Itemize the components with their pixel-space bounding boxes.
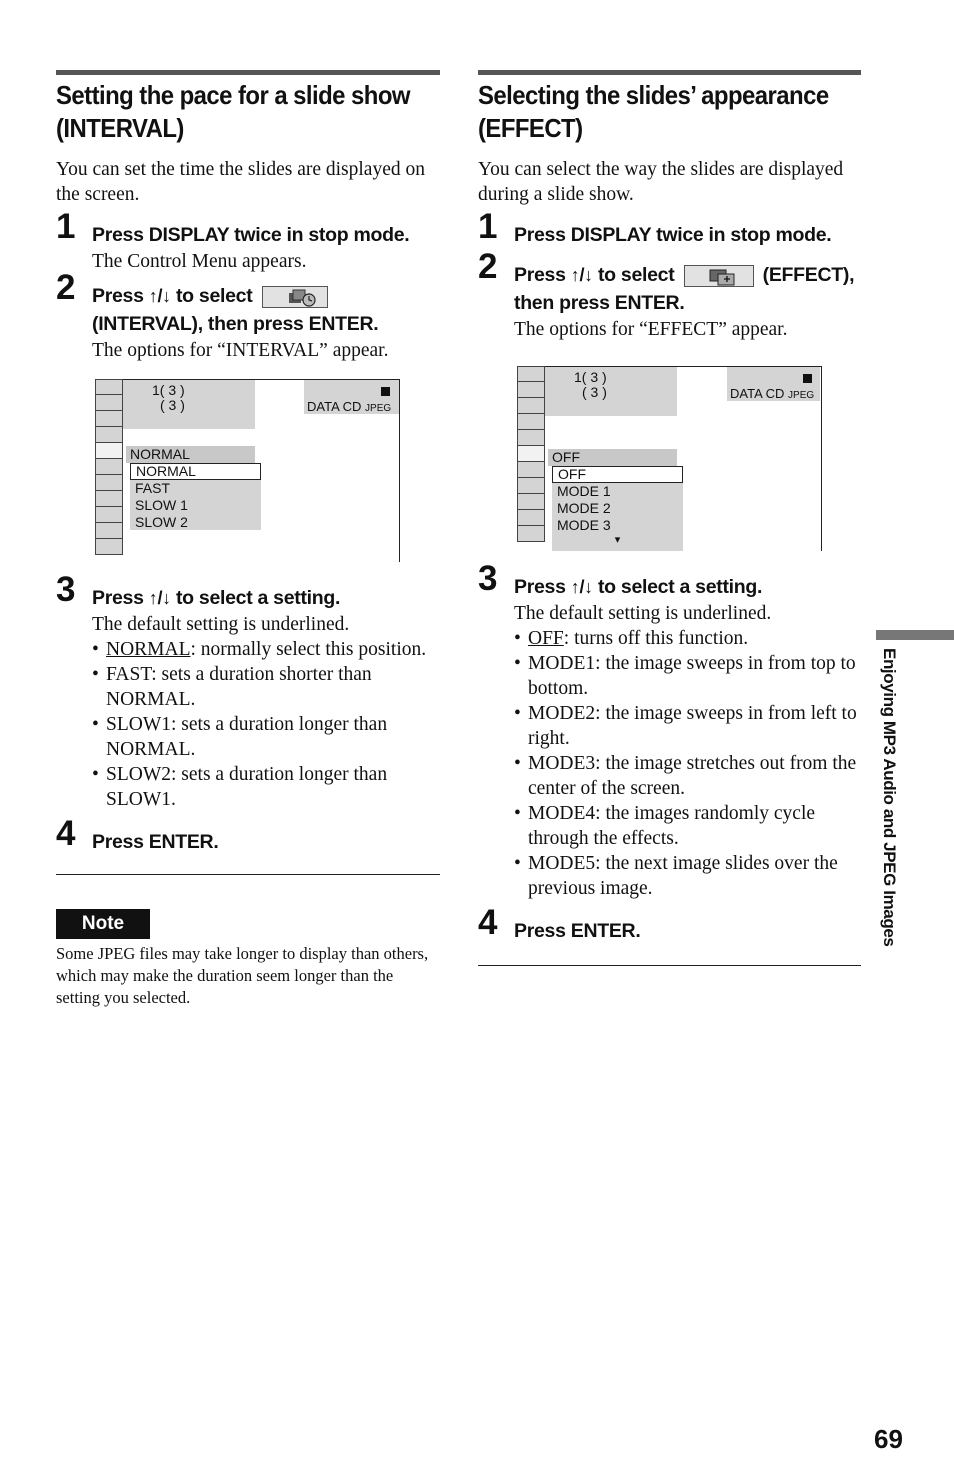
option-slow-1[interactable]: SLOW 1 <box>135 497 188 513</box>
option-desc: : the image stretches out from the center of the screen. <box>528 753 857 799</box>
step-number: 3 <box>478 559 498 598</box>
option-desc: : the image sweeps in from top to bottom. <box>528 653 856 699</box>
step-heading-part: to select <box>170 285 253 307</box>
step-heading-part: Press <box>514 576 571 598</box>
option-key: MODE4 <box>528 803 596 824</box>
option-desc: : sets a duration longer than SLOW1. <box>106 764 388 810</box>
step-2 <box>478 247 861 342</box>
option-key: SLOW1 <box>106 714 171 735</box>
step-number: 4 <box>478 903 498 942</box>
step-heading <box>514 261 861 317</box>
menu-icon-column <box>517 366 545 551</box>
option-off[interactable]: OFF <box>552 466 683 483</box>
step-4 <box>478 903 861 945</box>
step-heading <box>514 573 861 601</box>
step-number: 1 <box>478 207 498 246</box>
intro-text: You can set the time the slides are displayed on the screen. <box>56 159 425 205</box>
step-heading-part: (EFFECT), then press ENTER. <box>514 264 855 314</box>
step-heading: Press DISPLAY twice in stop mode. <box>514 224 832 246</box>
option-fast[interactable]: FAST <box>135 480 171 496</box>
total-tracks: ( 3 ) <box>582 384 607 400</box>
step-heading <box>92 282 440 338</box>
disc-format: JPEG <box>365 403 392 414</box>
option-key: FAST <box>106 664 152 685</box>
left-column <box>56 70 440 1009</box>
list-item <box>514 801 861 851</box>
list-item <box>92 712 440 762</box>
step-1 <box>478 207 861 249</box>
option-key: OFF <box>528 628 564 649</box>
option-key: MODE3 <box>528 753 596 774</box>
option-mode-2[interactable]: MODE 2 <box>557 500 611 516</box>
total-tracks: ( 3 ) <box>160 397 185 413</box>
step-body: The Control Menu appears. <box>92 251 307 272</box>
step-body: The default setting is underlined. <box>92 614 350 635</box>
track-number: 1( 3 ) <box>152 382 185 398</box>
option-desc: : the image sweeps in from left to right. <box>528 703 857 749</box>
step-heading-part: (INTERVAL), then press ENTER. <box>92 313 379 335</box>
scroll-down-icon[interactable]: ▾ <box>614 534 621 546</box>
up-down-arrow-icon: ↑/↓ <box>148 588 171 608</box>
step-body: The default setting is underlined. <box>514 603 772 624</box>
option-key: MODE2 <box>528 703 596 724</box>
osd-panel-interval <box>95 379 400 562</box>
step-heading-part: to select <box>592 264 675 286</box>
list-item <box>514 751 861 801</box>
step-number: 2 <box>56 268 76 307</box>
stop-icon <box>381 387 390 396</box>
option-slow-2[interactable]: SLOW 2 <box>135 514 188 530</box>
section-heading-effect <box>478 79 830 145</box>
intro-text: You can select the way the slides are displayed during a slide show. <box>478 159 844 205</box>
up-down-arrow-icon: ↑/↓ <box>148 286 171 306</box>
up-down-arrow-icon: ↑/↓ <box>570 265 593 285</box>
option-desc: : turns off this function. <box>563 628 749 649</box>
disc-label: DATA CD <box>730 386 785 401</box>
option-key: SLOW2 <box>106 764 171 785</box>
disc-type <box>727 367 820 401</box>
disc-format: JPEG <box>788 390 815 401</box>
option-descriptions <box>514 626 861 901</box>
option-desc: : sets a duration shorter than NORMAL. <box>106 664 372 710</box>
step-4 <box>56 814 440 856</box>
step-1 <box>56 207 440 274</box>
option-key: NORMAL <box>106 639 191 660</box>
section-heading-interval <box>56 79 409 145</box>
heading-text: Selecting the slides’ appearance (EFFECT) <box>478 80 829 143</box>
section-end-rule <box>478 965 861 966</box>
section-rule <box>478 70 861 75</box>
effect-icon <box>684 265 754 287</box>
right-column <box>478 70 861 966</box>
stop-icon <box>803 374 812 383</box>
menu-icon-column <box>95 379 123 562</box>
option-desc: : the images randomly cycle through the effects. <box>528 803 816 849</box>
option-list <box>552 466 683 551</box>
step-heading <box>92 584 440 612</box>
option-desc: : the next image slides over the previous image. <box>528 853 838 899</box>
chapter-tab-bar <box>876 630 954 640</box>
step-number: 2 <box>478 247 498 286</box>
chapter-side-label <box>877 648 899 960</box>
step-heading: Press DISPLAY twice in stop mode. <box>92 224 410 246</box>
step-heading: Press ENTER. <box>514 920 641 942</box>
heading-text: Setting the pace for a slide show (INTERVAL) <box>56 80 410 143</box>
option-descriptions <box>92 637 440 812</box>
step-heading-part: Press <box>514 264 571 286</box>
disc-type <box>304 380 399 414</box>
option-mode-3[interactable]: MODE 3 <box>557 517 611 533</box>
page-number: 69 <box>874 1424 903 1454</box>
chapter-title: Enjoying MP3 Audio and JPEG Images <box>880 648 899 947</box>
track-info <box>545 367 677 416</box>
step-2 <box>56 268 440 363</box>
current-setting-bar: OFF <box>548 449 677 466</box>
disc-label: DATA CD <box>307 399 362 414</box>
step-body: The options for “INTERVAL” appear. <box>92 340 389 361</box>
step-number: 4 <box>56 814 76 853</box>
option-key: MODE5 <box>528 853 596 874</box>
track-number: 1( 3 ) <box>574 369 607 385</box>
step-number: 1 <box>56 207 76 246</box>
list-item <box>514 701 861 751</box>
step-heading-part: to select a setting. <box>170 587 341 609</box>
interval-icon <box>262 286 328 308</box>
option-desc: : normally select this position. <box>190 639 427 660</box>
list-item <box>92 637 440 662</box>
up-down-arrow-icon: ↑/↓ <box>570 577 593 597</box>
list-item <box>514 851 861 901</box>
note-block <box>56 909 440 1009</box>
step-heading-part: Press <box>92 285 149 307</box>
list-item <box>92 662 440 712</box>
step-3 <box>56 570 440 812</box>
current-setting-bar: NORMAL <box>126 446 255 463</box>
option-normal[interactable]: NORMAL <box>130 463 261 480</box>
track-info <box>123 380 255 429</box>
note-text: Some JPEG files may take longer to display than others, which may make the duration seem longer than the setting you selected. <box>56 944 429 1007</box>
option-desc: : sets a duration longer than NORMAL. <box>106 714 388 760</box>
option-mode-1[interactable]: MODE 1 <box>557 483 611 499</box>
list-item <box>514 626 861 651</box>
osd-panel-effect <box>517 366 822 551</box>
step-number: 3 <box>56 570 76 609</box>
option-list <box>130 463 261 530</box>
step-3 <box>478 559 861 901</box>
step-heading-part: Press <box>92 587 149 609</box>
step-heading: Press ENTER. <box>92 831 219 853</box>
step-heading-part: to select a setting. <box>592 576 763 598</box>
option-key: MODE1 <box>528 653 596 674</box>
step-body: The options for “EFFECT” appear. <box>514 319 788 340</box>
section-end-rule <box>56 874 440 875</box>
list-item <box>514 651 861 701</box>
section-rule <box>56 70 440 75</box>
list-item <box>92 762 440 812</box>
note-label: Note <box>56 909 150 939</box>
